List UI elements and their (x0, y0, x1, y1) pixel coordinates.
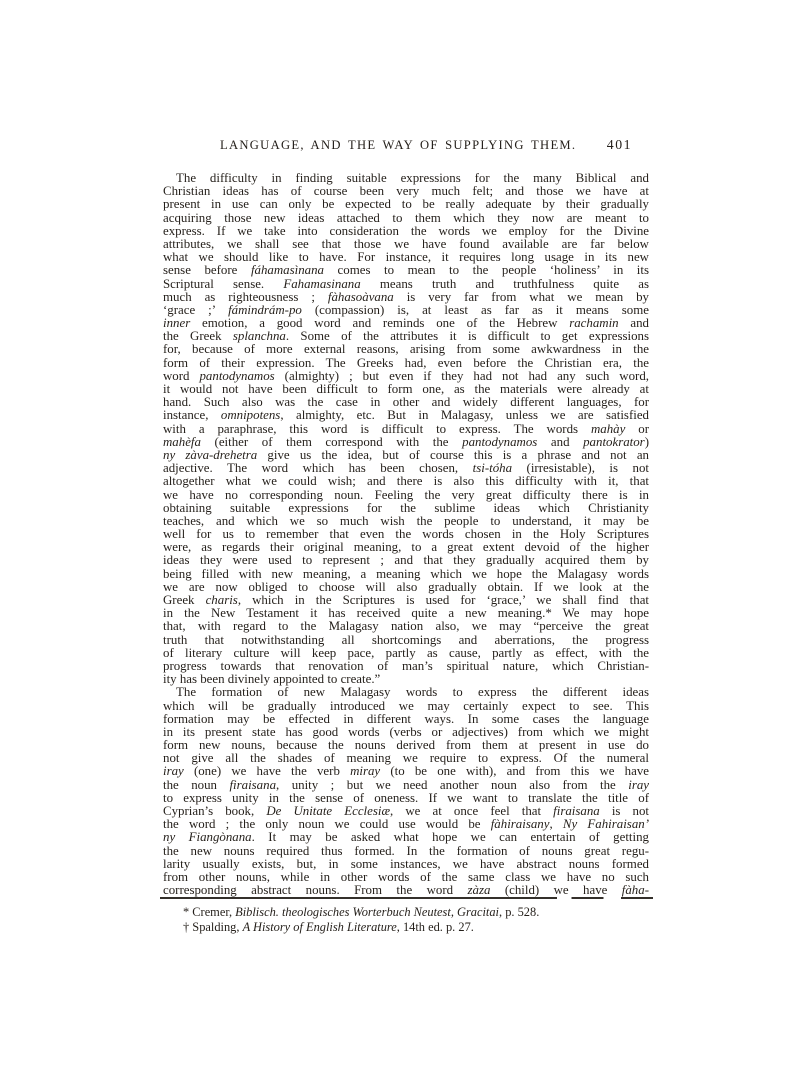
text-line: it would not have been difficult to form one, as the materials were already at (163, 383, 649, 396)
text-line: in the New Testament it has received quite a new meaning.* We may hope (163, 607, 649, 621)
text-line: ny Fiangònana. It may be asked what hope we can entertain of getting (163, 831, 649, 845)
text-line: not give all the shades of meaning we require to express. Of the numeral (163, 752, 649, 766)
text-line: teaches, and which we so much wish the people to understand, it may be (163, 514, 649, 528)
text-line: from other nouns, while in other words of the same class we have no such (163, 870, 649, 884)
text-line: truth that notwithstanding all shortcomings and aberrations, the progress (163, 633, 649, 647)
text-line: acquiring those new ideas attached to them which they now are meant to (163, 211, 649, 225)
text-line: Scriptural sense. Fahamasinana means truth and truthfulness quite as (163, 277, 649, 291)
text-line: we are now obliged to choose will also gradually obtain. If we look at the (163, 580, 649, 594)
text-line: form new nouns, because the nouns derived from them at present in use do (163, 739, 649, 753)
footnote (183, 920, 649, 935)
text-line: form of their expression. The Greeks had, even before the Christian era, the (163, 356, 649, 370)
footnote-marker: † (183, 919, 193, 934)
text-line: in its present state has good words (verbs or adjectives) from which we might (163, 725, 649, 739)
text-line: were, as regards their original meaning, to a great extent devoid of the higher (163, 541, 649, 555)
text-line: the new nouns required thus formed. In the formation of nouns great regu- (163, 844, 649, 858)
text-line: formation may be effected in different ways. In some cases the language (163, 712, 649, 726)
text-line: present in use can only be expected to be really adequate by their gradually (163, 198, 649, 212)
text-line: hand. Such also was the case in other and widely different languages, for (163, 396, 649, 410)
text-line: the word ; the only noun we could use would be fàhiraisany, Ny Fahiraisan’ (163, 818, 649, 832)
text-line: to express unity in the sense of oneness. If we want to translate the title of (163, 791, 649, 805)
page-header (163, 138, 649, 154)
footnote-text: Spalding, A History of English Literature, 14th ed. p. 27. (192, 919, 474, 934)
text-line: inner emotion, a good word and reminds one of the Hebrew rachamin and (163, 317, 649, 331)
footnote-separator-rule (160, 897, 653, 899)
text-line: well for us to remember that even the words chosen in the Holy Scriptures (163, 528, 649, 542)
text-line: the Greek splanchna. Some of the attributes it is difficult to get expressions (163, 330, 649, 344)
text-line: what we should like to have. For instance, it requires long usage in its new (163, 251, 649, 265)
text-line: with a paraphrase, this word is difficult to express. The words mahày or (163, 422, 649, 436)
text-line: The formation of new Malagasy words to express the different ideas (176, 686, 649, 700)
text-line: larity usually exists, but, in some instances, we have abstract nouns formed (163, 857, 649, 871)
text-line: being filled with new meaning, a meaning which we hope the Malagasy words (163, 567, 649, 581)
footnotes (183, 905, 649, 935)
text-line: ‘grace ;’ fámindrám-po (compassion) is, at least as far as it means some (163, 303, 649, 317)
text-line: Christian ideas has of course been very much felt; and those we have at (163, 185, 649, 199)
text-line: obtaining suitable expressions for the sublime ideas which Christianity (163, 501, 649, 515)
text-line: mahèfa (either of them correspond with the pantodynamos and pantokrator) (163, 435, 649, 449)
text-line: attributes, we shall see that those we have found available are far below (163, 237, 649, 251)
text-line: of literary culture will keep pace, partly as cause, partly as effect, with the (163, 646, 649, 660)
text-line: much as righteousness ; fàhasoàvana is very far from what we mean by (163, 290, 649, 304)
text-line: ny zàva-drehetra give us the idea, but of course this is a phrase and not an (163, 448, 649, 462)
text-line: express. If we take into consideration the words we employ for the Divine (163, 224, 649, 238)
text-line: adjective. The word which has been chosen, tsi-tóha (irresistable), is not (163, 462, 649, 476)
text-line: that, with regard to the Malagasy nation also, we may “perceive the great (163, 620, 649, 634)
text-line: for, because of more external reasons, arising from some awkwardness in the (163, 343, 649, 357)
page-body (163, 172, 649, 897)
text-line: progress towards that renovation of man’s spiritual nature, which Christian- (163, 659, 649, 673)
footnote-marker: * (183, 905, 193, 919)
text-line: The difficulty in finding suitable expressions for the many Biblical and (176, 172, 649, 185)
text-line: word pantodynamos (almighty) ; but even if they had not had any such word, (163, 369, 649, 383)
text-line: the noun firaisana, unity ; but we need another noun also from the iray (163, 778, 649, 792)
text-line: ideas they were used to represent ; and that they gradually acquired them by (163, 554, 649, 568)
text-line: Cyprian’s book, De Unitate Ecclesiæ, we at once feel that firaisana is not (163, 805, 649, 818)
text-line: instance, omnipotens, almighty, etc. But in Malagasy, unless we are satisfied (163, 409, 649, 423)
footnote (183, 905, 649, 920)
text-line: sense before fáhamasìnana comes to mean to the people ‘holiness’ in its (163, 264, 649, 278)
text-line: iray (one) we have the verb miray (to be one with), and from this we have (163, 765, 649, 779)
text-line: Greek charis, which in the Scriptures is used for ‘grace,’ we shall find that (163, 594, 649, 607)
running-title: LANGUAGE, AND THE WAY OF SUPPLYING THEM. (220, 138, 577, 152)
text-line: we have no corresponding noun. Feeling the very great difficulty there is in (163, 488, 649, 502)
text-line: corresponding abstract nouns. From the word zàza (child) we have fàha- (163, 884, 649, 898)
text-line: altogether what we could wish; and there is also this difficulty with it, that (163, 475, 649, 489)
text-line: ity has been divinely appointed to create.” (163, 673, 381, 687)
footnote-text: Cremer, Biblisch. theologisches Worterbuch Neutest, Gracitai, p. 528. (192, 905, 540, 919)
text-line: which will be gradually introduced we may certainly expect to see. This (163, 699, 649, 713)
page-number: 401 (606, 137, 632, 152)
